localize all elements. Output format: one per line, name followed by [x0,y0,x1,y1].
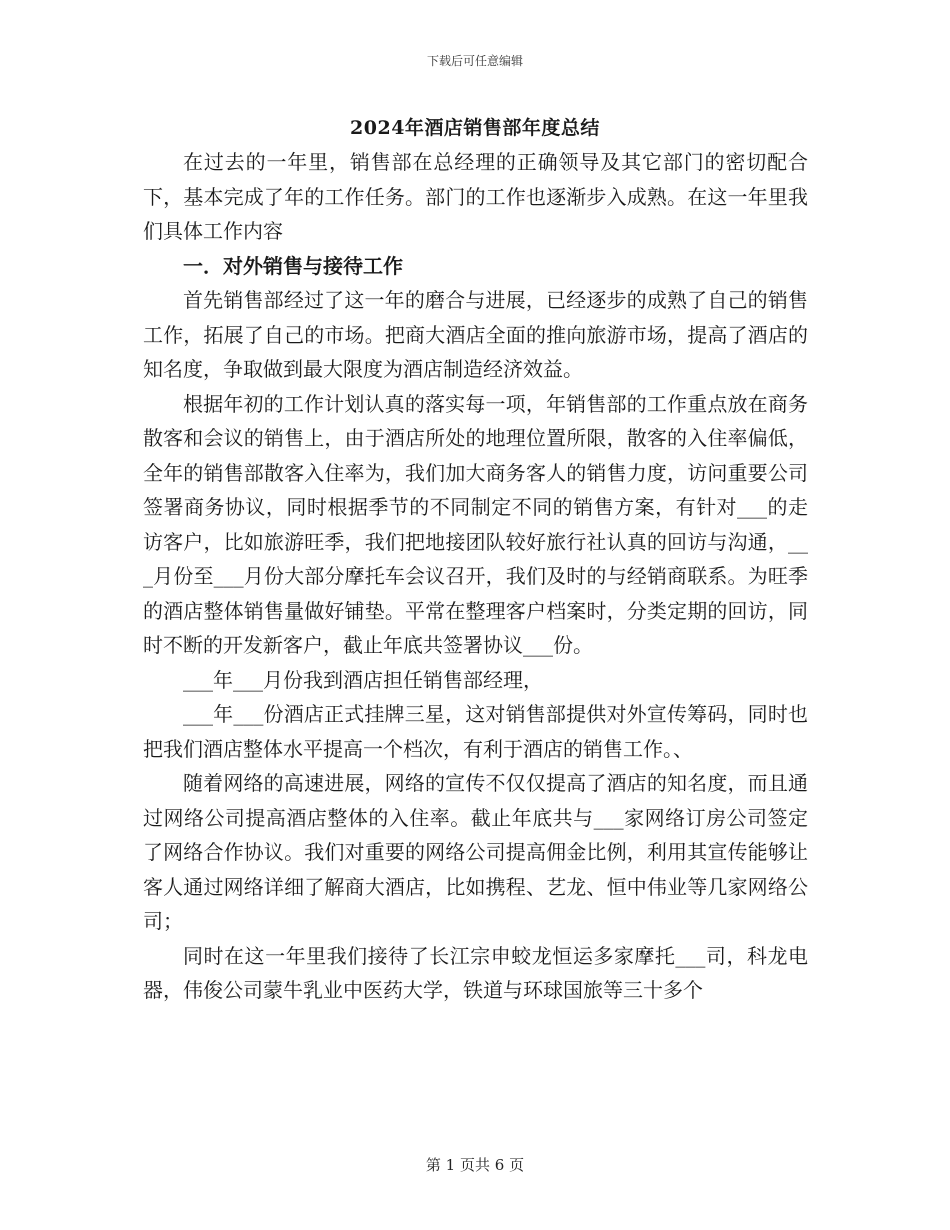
page-header: 下载后可任意编辑 [426,54,523,68]
document-body [143,145,808,1008]
section-heading: 一．对外销售与接待工作 [183,253,403,278]
paragraph: 首先销售部经过了这一年的磨合与进展，已经逐步的成熟了自己的销售工作，拓展了自己的市场。把商大酒店全面的推向旅游市场，提高了酒店的知名度，争取做到最大限度为酒店制造经济效益。 [143,288,808,381]
paragraph: 根据年初的工作计划认真的落实每一项，年销售部的工作重点放在商务散客和会议的销售上，由于酒店所处的地理位置所限，散客的入住率偏低，全年的销售部散客入住率为，我们加大商务客人的销售力度，访问重要公司签署商务协议，同时根据季节的不同制定不同的销售方案，有针对___的走访客户，比如旅游旺季，我们把地接团队较好旅行社认真的回访与沟通，___月份至___月份大部分摩托车会议召开，我们及时的与经销商联系。为旺季的酒店整体销售量做好铺垫。平常在整理客户档案时，分类定期的回访，同时不断的开发新客户，截止年底共签署协议___份。 [143,391,808,657]
paragraph: 随着网络的高速进展，网络的宣传不仅仅提高了酒店的知名度，而且通过网络公司提高酒店整体的入住率。截止年底共与___家网络订房公司签定了网络合作协议。我们对重要的网络公司提高佣金比例，利用其宣传能够让客人通过网络详细了解商大酒店，比如携程、艺龙、恒中伟业等几家网络公司； [143,771,808,933]
document-title: 2024年酒店销售部年度总结 [350,117,600,139]
paragraph: ___年___份酒店正式挂牌三星，这对销售部提供对外宣传筹码，同时也把我们酒店整体水平提高一个档次，有利于酒店的销售工作。、 [143,702,808,761]
paragraph: ___年___月份我到酒店担任销售部经理， [183,667,543,692]
paragraph-intro: 在过去的一年里，销售部在总经理的正确领导及其它部门的密切配合下，基本完成了年的工作任务。部门的工作也逐渐步入成熟。在这一年里我们具体工作内容 [143,150,808,243]
page-number: 第 1 页共 6 页 [425,1156,525,1174]
paragraph: 同时在这一年里我们接待了长江宗申蛟龙恒运多家摩托___司，科龙电器，伟俊公司蒙牛乳业中医药大学，铁道与环球国旅等三十多个 [143,943,808,1002]
